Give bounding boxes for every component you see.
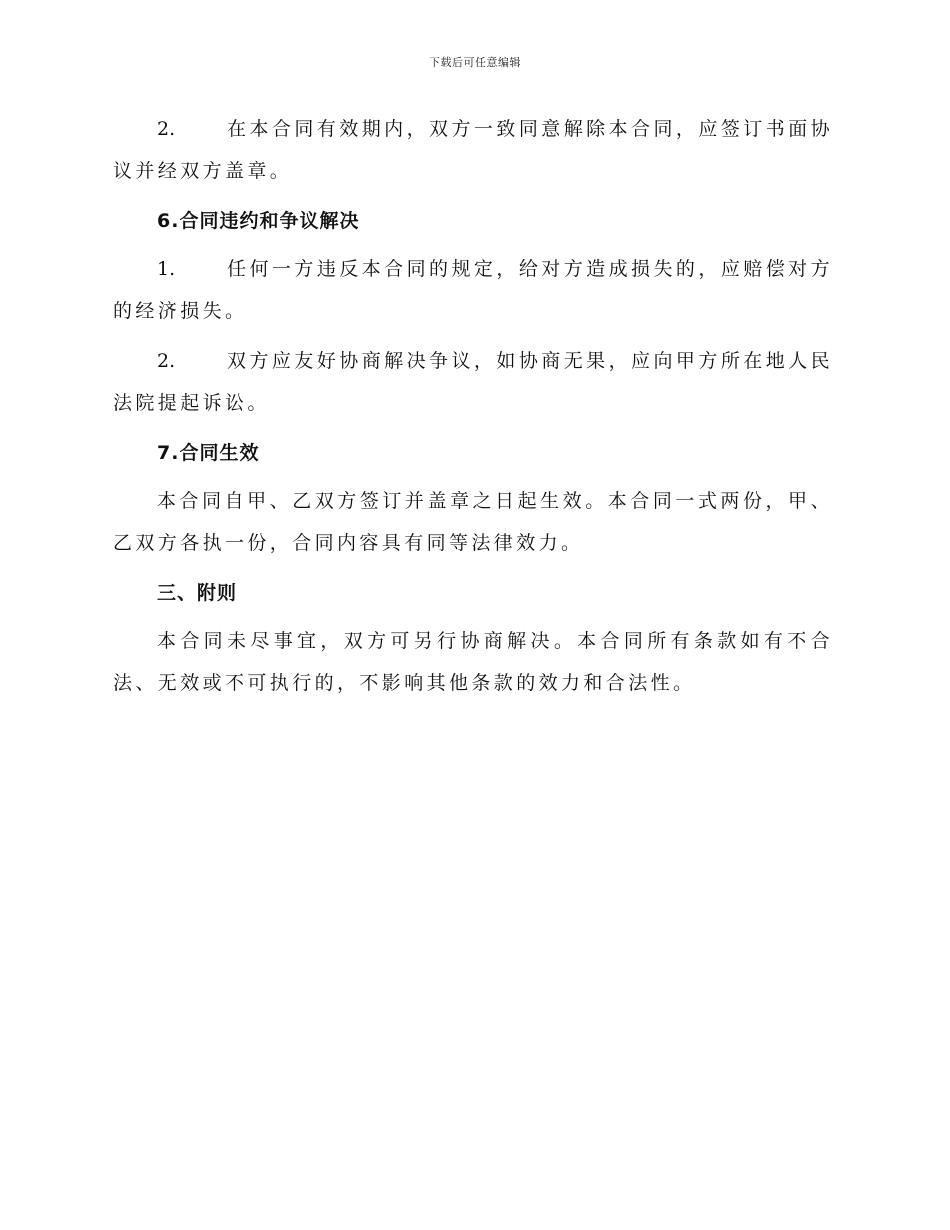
document-body xyxy=(113,108,833,712)
clause-text: 在本合同有效期内，双方一致同意解除本合同，应签订书面协议并经双方盖章。 xyxy=(113,118,833,182)
clause-item xyxy=(113,340,833,424)
section-heading: 三、附则 xyxy=(157,582,238,604)
section-heading: 6.合同违约和争议解决 xyxy=(157,210,360,232)
clause-number: 2. xyxy=(157,350,176,372)
clause-number: 2. xyxy=(157,118,176,140)
paragraph: 本合同自甲、乙双方签订并盖章之日起生效。本合同一式两份，甲、乙双方各执一份，合同内容具有同等法律效力。 xyxy=(113,490,833,554)
clause-text: 任何一方违反本合同的规定，给对方造成损失的，应赔偿对方的经济损失。 xyxy=(113,258,833,322)
paragraph: 本合同未尽事宜，双方可另行协商解决。本合同所有条款如有不合法、无效或不可执行的，不影响其他条款的效力和合法性。 xyxy=(113,630,833,694)
page-header: 下载后可任意编辑 xyxy=(429,56,521,69)
clause-text: 双方应友好协商解决争议，如协商无果，应向甲方所在地人民法院提起诉讼。 xyxy=(113,350,833,414)
clause-item xyxy=(113,248,833,332)
clause-number: 1. xyxy=(157,258,176,280)
clause-item xyxy=(113,108,833,192)
section-heading: 7.合同生效 xyxy=(157,442,260,464)
